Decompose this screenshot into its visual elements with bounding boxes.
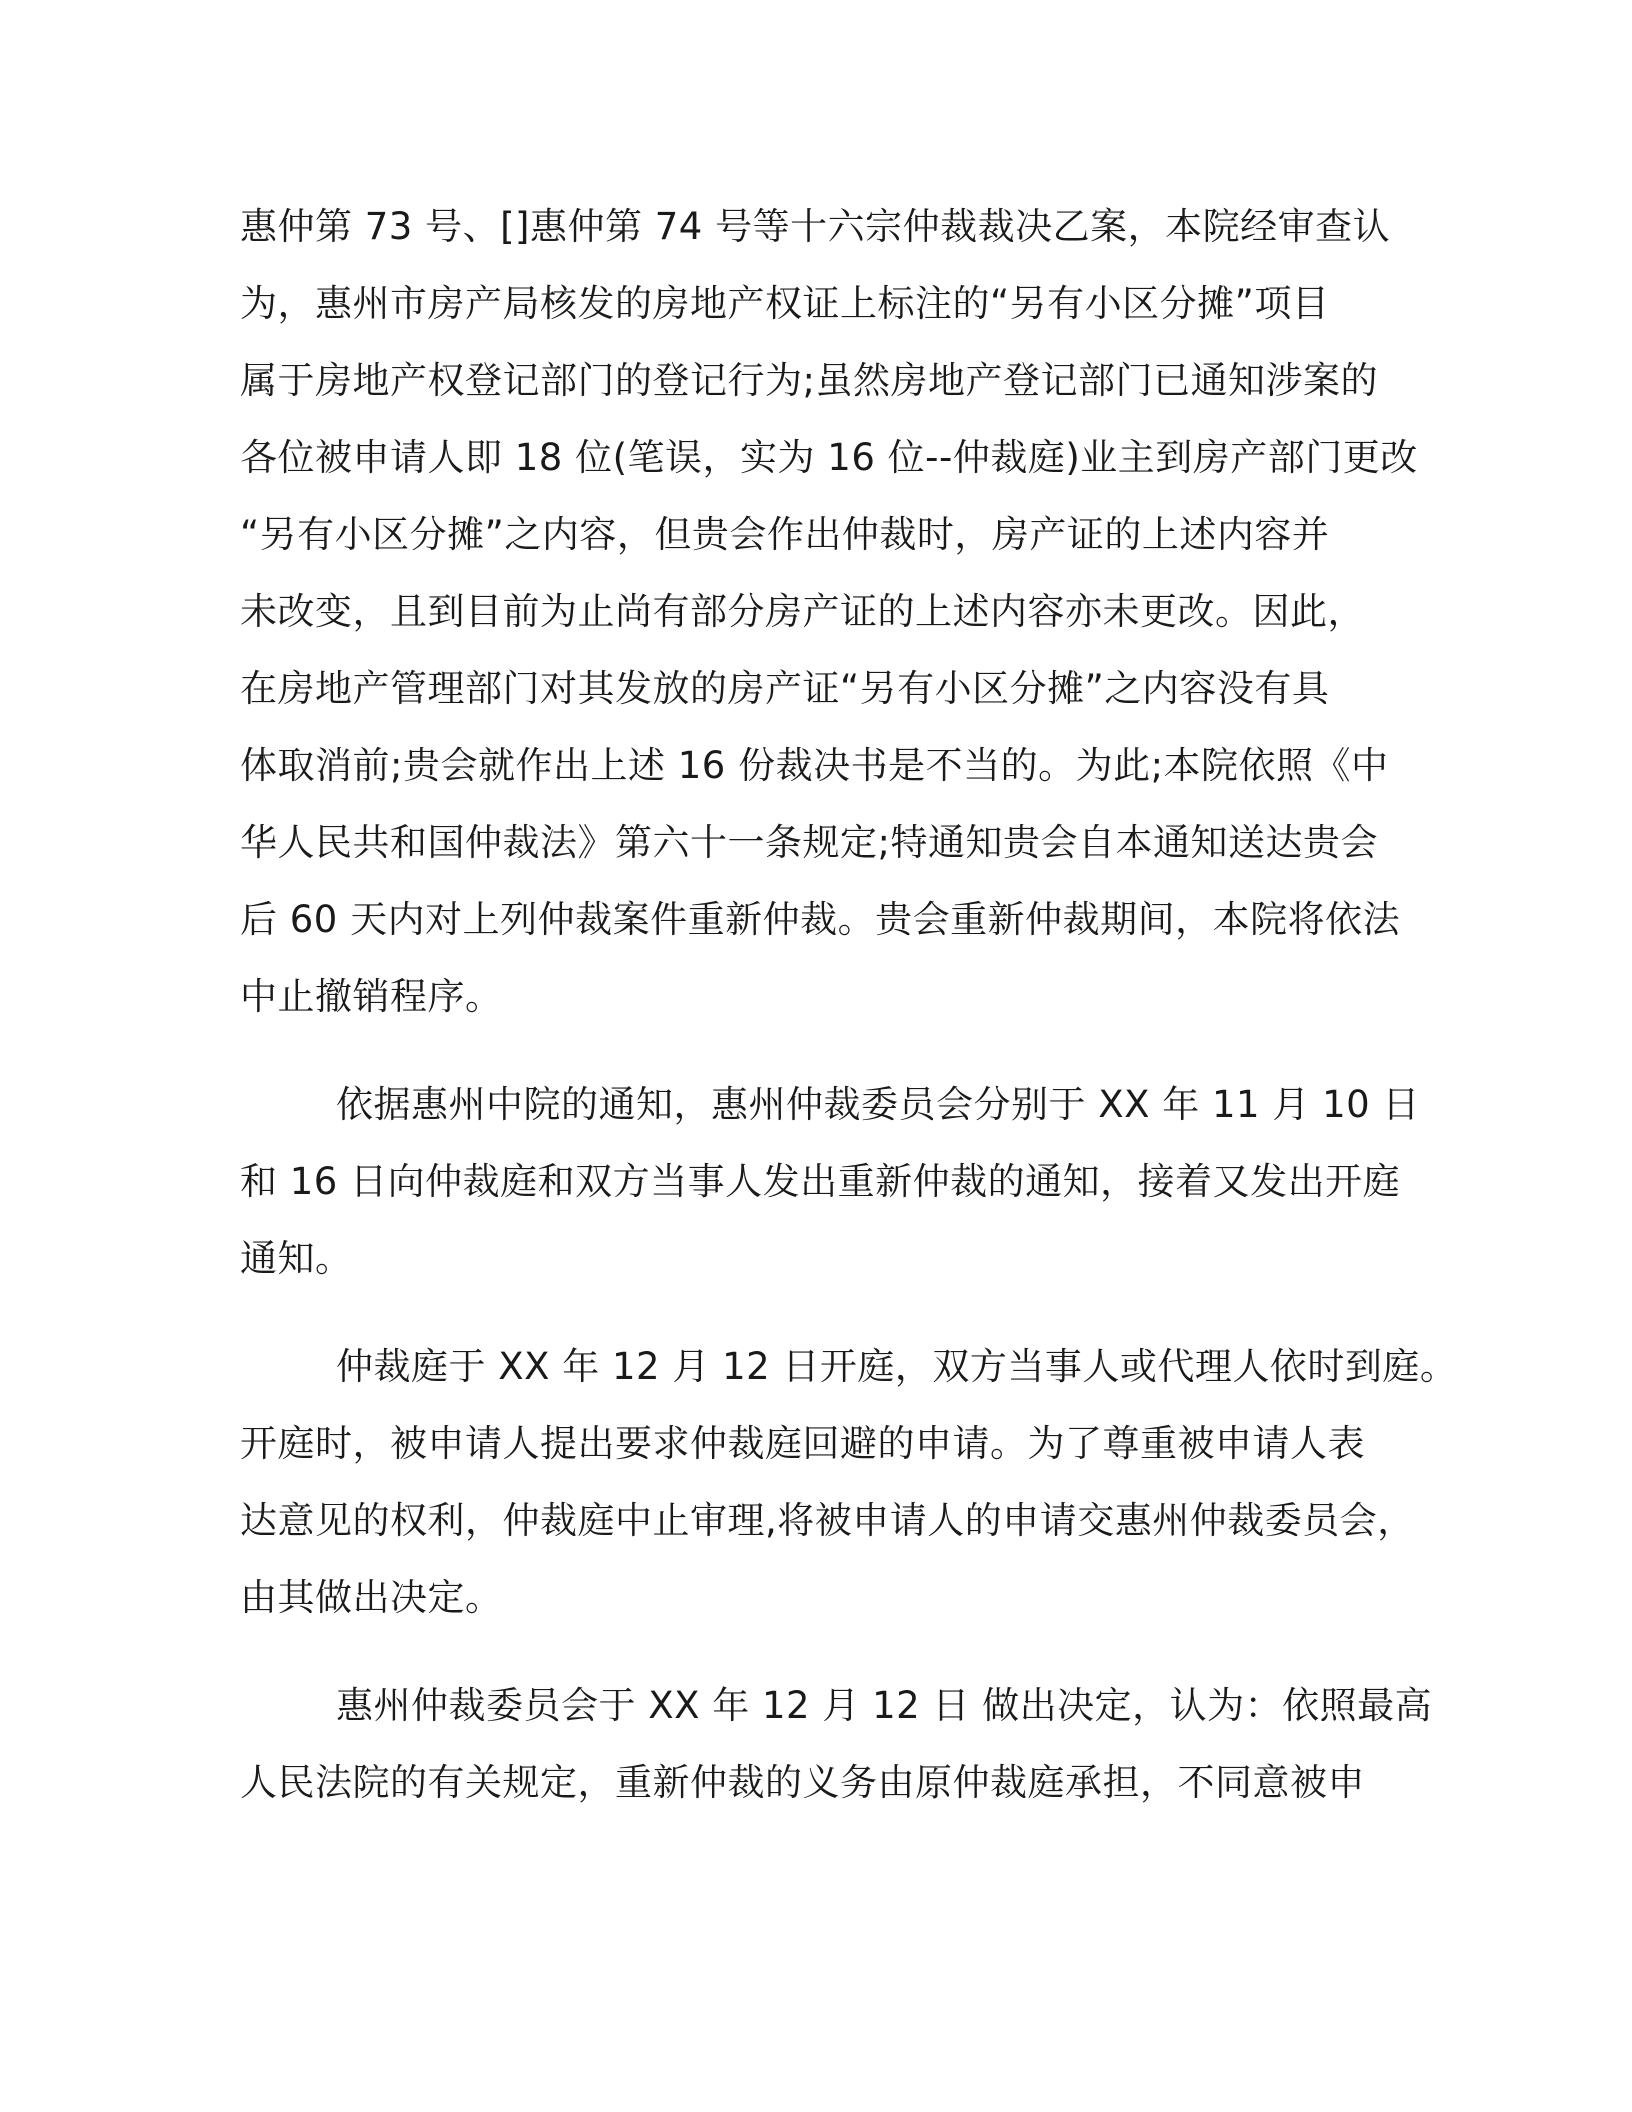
- document-body: [240, 188, 1458, 1821]
- text-line: 开庭时，被申请人提出要求仲裁庭回避的申请。为了尊重被申请人表: [240, 1422, 1365, 1465]
- paragraph-1: [240, 188, 1420, 1035]
- text-line: 体取消前;贵会就作出上述 16 份裁决书是不当的。为此;本院依照《中: [240, 744, 1389, 787]
- text-line: 达意见的权利，仲裁庭中止审理,将被申请人的申请交惠州仲裁委员会，: [240, 1499, 1415, 1542]
- text-line: 和 16 日向仲裁庭和双方当事人发出重新仲裁的通知，接着又发出开庭: [240, 1160, 1401, 1203]
- text-line: 惠州仲裁委员会于 XX 年 12 月 12 日 做出决定，认为：依照最高: [336, 1684, 1433, 1727]
- text-line: 为，惠州市房产局核发的房地产权证上标注的“另有小区分摊”项目: [240, 282, 1330, 325]
- paragraph-4: [240, 1667, 1433, 1821]
- text-line: 由其做出决定。: [240, 1576, 503, 1619]
- paragraph-3: [240, 1328, 1458, 1636]
- text-line: 惠仲第 73 号、[]惠仲第 74 号等十六宗仲裁裁决乙案，本院经审查认: [240, 205, 1391, 248]
- text-line: 通知。: [240, 1237, 353, 1280]
- paragraph-2: [240, 1066, 1420, 1297]
- text-line: 依据惠州中院的通知，惠州仲裁委员会分别于 XX 年 11 月 10 日: [336, 1083, 1420, 1126]
- text-line: 人民法院的有关规定，重新仲裁的义务由原仲裁庭承担，不同意被申: [240, 1761, 1365, 1804]
- text-line: 后 60 天内对上列仲裁案件重新仲裁。贵会重新仲裁期间，本院将依法: [240, 898, 1401, 941]
- text-line: 未改变，且到目前为止尚有部分房产证的上述内容亦未更改。因此，: [240, 590, 1365, 633]
- text-line: 各位被申请人即 18 位(笔误，实为 16 位--仲裁庭)业主到房产部门更改: [240, 436, 1418, 479]
- text-line: 仲裁庭于 XX 年 12 月 12 日开庭，双方当事人或代理人依时到庭。: [336, 1345, 1458, 1388]
- text-line: 在房地产管理部门对其发放的房产证“另有小区分摊”之内容没有具: [240, 667, 1330, 710]
- text-line: 华人民共和国仲裁法》第六十一条规定;特通知贵会自本通知送达贵会: [240, 821, 1378, 864]
- text-line: 属于房地产权登记部门的登记行为;虽然房地产登记部门已通知涉案的: [240, 359, 1378, 402]
- text-line: “另有小区分摊”之内容，但贵会作出仲裁时，房产证的上述内容并: [240, 513, 1330, 556]
- text-line: 中止撤销程序。: [240, 975, 503, 1018]
